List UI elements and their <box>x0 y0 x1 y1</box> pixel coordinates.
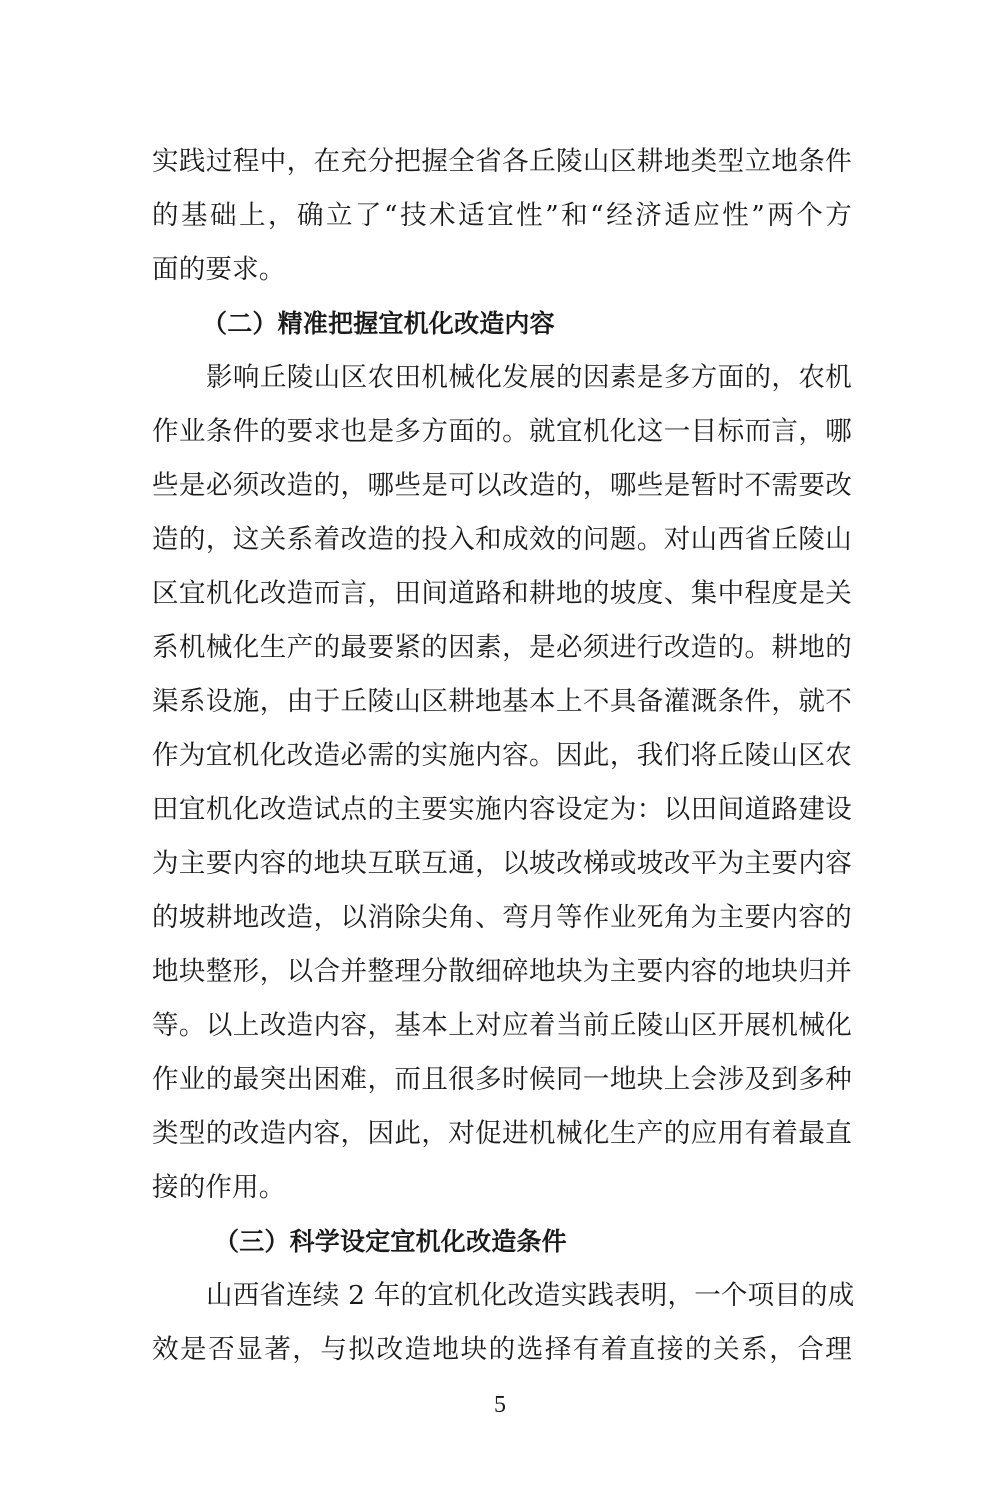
text-line: 面的要求。 <box>152 254 286 285</box>
section-heading-2: （二）精准把握宜机化改造内容 <box>202 309 555 338</box>
text-line: 等。以上改造内容，基本上对应着当前丘陵山区开展机械化 <box>152 1010 852 1041</box>
text-line: 效是否显著，与拟改造地块的选择有着直接的关系，合理 <box>152 1334 852 1365</box>
text-line: 为主要内容的地块互联互通，以坡改梯或坡改平为主要内容 <box>152 848 852 879</box>
text-line: 的坡耕地改造，以消除尖角、弯月等作业死角为主要内容的 <box>152 902 852 933</box>
text-line: 系机械化生产的最要紧的因素，是必须进行改造的。耕地的 <box>152 632 852 663</box>
text-line: 地块整形，以合并整理分散细碎地块为主要内容的地块归并 <box>152 956 852 987</box>
text-line: 类型的改造内容，因此，对促进机械化生产的应用有着最直 <box>152 1118 852 1149</box>
text-line: 接的作用。 <box>152 1172 286 1203</box>
text-line: 作为宜机化改造必需的实施内容。因此，我们将丘陵山区农 <box>152 740 852 771</box>
text-line: 作业的最突出困难，而且很多时候同一地块上会涉及到多种 <box>152 1064 852 1095</box>
text-line: 影响丘陵山区农田机械化发展的因素是多方面的，农机 <box>206 362 852 393</box>
text-line: 田宜机化改造试点的主要实施内容设定为：以田间道路建设 <box>152 794 852 825</box>
page-number: 5 <box>494 1392 506 1418</box>
text-line: 作业条件的要求也是多方面的。就宜机化这一目标而言，哪 <box>152 416 852 447</box>
text-line: 区宜机化改造而言，田间道路和耕地的坡度、集中程度是关 <box>152 578 852 609</box>
text-line: 实践过程中，在充分把握全省各丘陵山区耕地类型立地条件 <box>152 146 852 177</box>
document-body <box>152 135 855 1377</box>
text-line: 的基础上，确立了“技术适宜性”和“经济适应性”两个方 <box>152 200 852 231</box>
text-line: 山西省连续 2 年的宜机化改造实践表明，一个项目的成 <box>206 1280 855 1311</box>
text-line: 造的，这关系着改造的投入和成效的问题。对山西省丘陵山 <box>152 524 852 555</box>
section-heading-3: （三）科学设定宜机化改造条件 <box>214 1227 567 1256</box>
text-line: 些是必须改造的，哪些是可以改造的，哪些是暂时不需要改 <box>152 470 852 501</box>
text-line: 渠系设施，由于丘陵山区耕地基本上不具备灌溉条件，就不 <box>152 686 852 717</box>
